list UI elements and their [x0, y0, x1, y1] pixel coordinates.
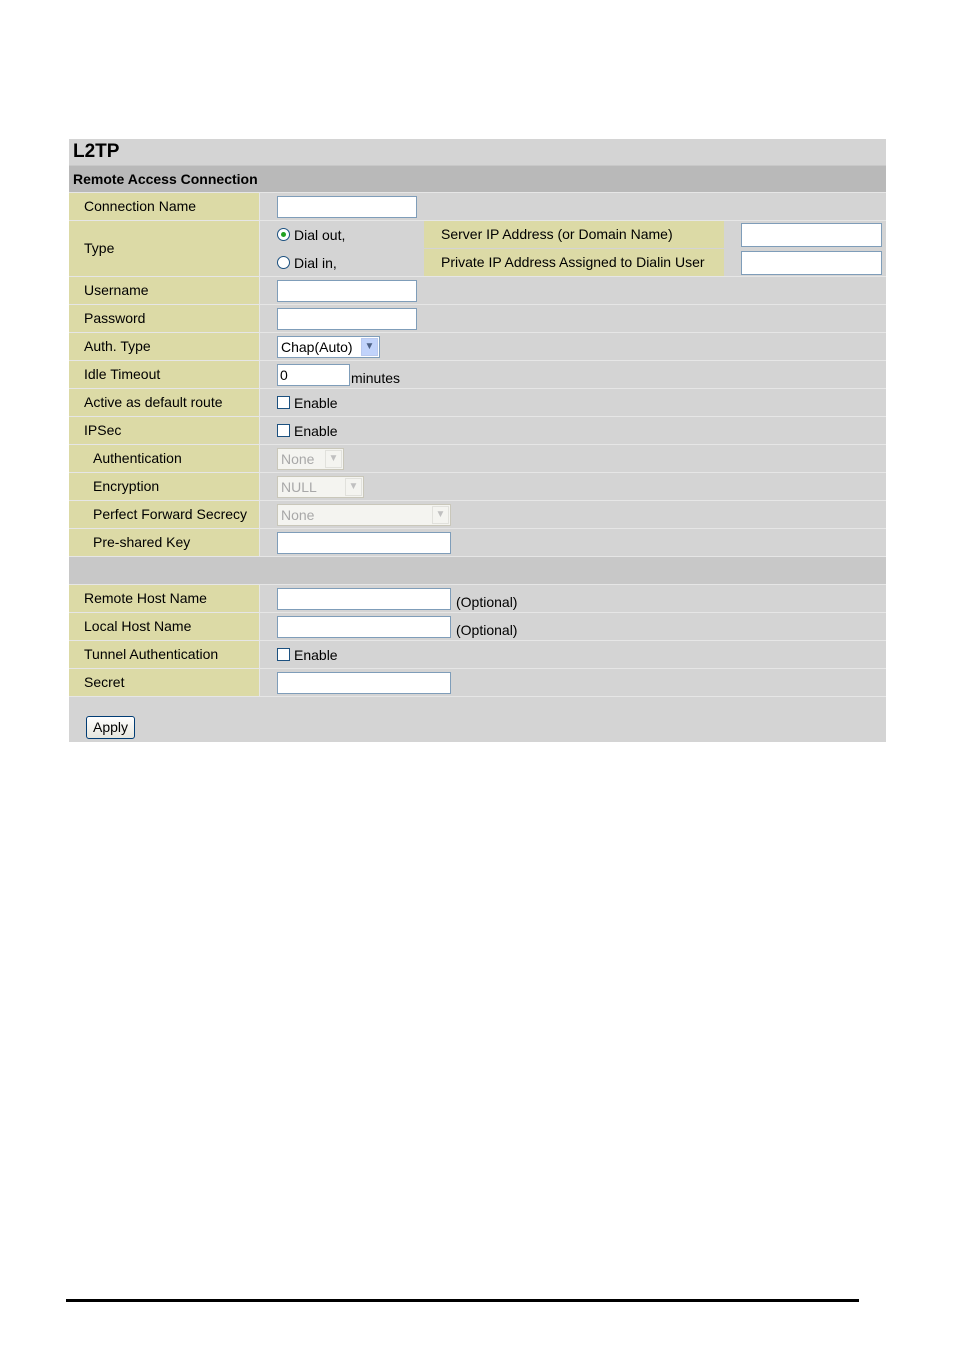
- row-default-route: [69, 388, 886, 416]
- password-input[interactable]: [277, 308, 417, 330]
- authentication-select[interactable]: [277, 448, 344, 470]
- page-title: L2TP: [69, 139, 886, 166]
- idle-timeout-unit: minutes: [351, 369, 401, 386]
- chevron-down-icon: ▼: [432, 506, 449, 524]
- dial-out-label: Dial out,: [294, 226, 346, 243]
- type-label: Type: [69, 221, 260, 276]
- row-password: [69, 304, 886, 332]
- row-username: [69, 276, 886, 304]
- remote-host-input[interactable]: [277, 588, 451, 610]
- pfs-value: None: [281, 506, 315, 523]
- dial-in-radio[interactable]: [277, 256, 290, 269]
- dial-in-label: Dial in,: [294, 254, 337, 271]
- apply-row: [69, 696, 886, 742]
- server-ip-input[interactable]: [741, 223, 882, 247]
- secret-input[interactable]: [277, 672, 451, 694]
- row-secret: [69, 668, 886, 696]
- chevron-down-icon: ▼: [325, 450, 342, 468]
- row-connection-name: [69, 192, 886, 220]
- row-authentication: [69, 444, 886, 472]
- ipsec-enable-label: Enable: [294, 422, 338, 439]
- chevron-down-icon: ▼: [361, 338, 378, 356]
- authentication-label: Authentication: [69, 445, 260, 472]
- l2tp-panel: [69, 139, 886, 742]
- idle-timeout-input[interactable]: [277, 364, 350, 386]
- password-label: Password: [69, 305, 260, 332]
- row-local-host: [69, 612, 886, 640]
- tunnel-auth-label: Tunnel Authentication: [69, 641, 260, 668]
- dial-in-option[interactable]: [277, 249, 337, 276]
- tunnel-auth-checkbox[interactable]: [277, 648, 290, 661]
- encryption-select[interactable]: [277, 476, 364, 498]
- dial-out-option[interactable]: [277, 221, 345, 248]
- encryption-value: NULL: [281, 478, 317, 495]
- row-preshared-key: [69, 528, 886, 556]
- auth-type-value: Chap(Auto): [281, 338, 353, 355]
- dial-out-radio[interactable]: [277, 228, 290, 241]
- row-tunnel-auth: [69, 640, 886, 668]
- auth-type-label: Auth. Type: [69, 333, 260, 360]
- encryption-label: Encryption: [69, 473, 260, 500]
- connection-name-input[interactable]: [277, 196, 417, 218]
- page-divider: [66, 1299, 859, 1302]
- pfs-select[interactable]: [277, 504, 451, 526]
- row-ipsec: [69, 416, 886, 444]
- preshared-key-input[interactable]: [277, 532, 451, 554]
- authentication-value: None: [281, 450, 315, 467]
- private-ip-label: Private IP Address Assigned to Dialin User: [424, 249, 724, 276]
- row-auth-type: [69, 332, 886, 360]
- username-label: Username: [69, 277, 260, 304]
- pfs-label: Perfect Forward Secrecy: [69, 501, 260, 528]
- default-route-label: Active as default route: [69, 389, 260, 416]
- default-route-enable-label: Enable: [294, 394, 338, 411]
- row-encryption: [69, 472, 886, 500]
- spacer-row: [69, 556, 886, 584]
- apply-button[interactable]: Apply: [86, 716, 135, 739]
- auth-type-select[interactable]: [277, 336, 380, 358]
- ipsec-checkbox[interactable]: [277, 424, 290, 437]
- preshared-key-label: Pre-shared Key: [69, 529, 260, 556]
- tunnel-auth-enable-label: Enable: [294, 646, 338, 663]
- section-header: Remote Access Connection: [69, 166, 886, 192]
- row-idle-timeout: [69, 360, 886, 388]
- row-type: [69, 220, 886, 276]
- local-host-optional: (Optional): [456, 621, 518, 638]
- row-remote-host: [69, 584, 886, 612]
- remote-host-label: Remote Host Name: [69, 585, 260, 612]
- server-ip-label: Server IP Address (or Domain Name): [424, 221, 724, 248]
- ipsec-label: IPSec: [69, 417, 260, 444]
- connection-name-label: Connection Name: [69, 193, 260, 220]
- secret-label: Secret: [69, 669, 260, 696]
- private-ip-input[interactable]: [741, 251, 882, 275]
- default-route-checkbox[interactable]: [277, 396, 290, 409]
- remote-host-optional: (Optional): [456, 593, 518, 610]
- row-pfs: [69, 500, 886, 528]
- local-host-label: Local Host Name: [69, 613, 260, 640]
- chevron-down-icon: ▼: [345, 478, 362, 496]
- idle-timeout-label: Idle Timeout: [69, 361, 260, 388]
- username-input[interactable]: [277, 280, 417, 302]
- local-host-input[interactable]: [277, 616, 451, 638]
